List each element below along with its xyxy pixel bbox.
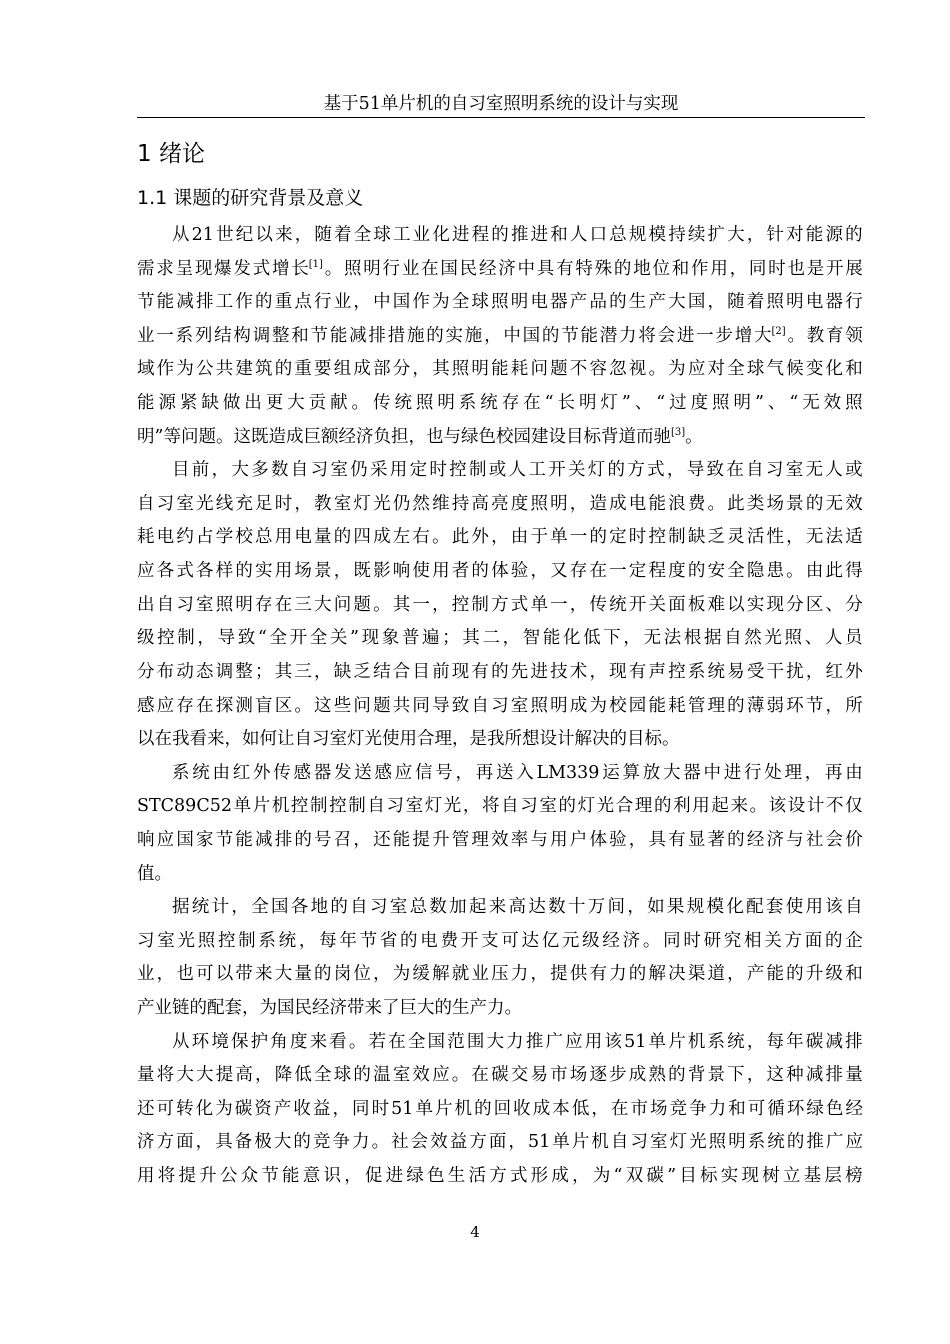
paragraph-line: 量 将 大 大 提 高 ， 降 低 全 球 的 温 室 效 应 。 在 碳 交 易 市 场 逐 步 成 熟 的 背 景 下 ， 这 种 减 排 量: [137, 1065, 863, 1086]
paragraph-line: 出 自 习 室 照 明 存 在 三 大 问 题 。 其 一 ， 控 制 方 式 单 一 ， 传 统 开 关 面 板 难 以 实 现 分 区 、 分: [137, 594, 863, 615]
chapter-heading: 1 绪论: [137, 141, 205, 167]
running-header: 基于51单片机的自习室照明系统的设计与实现: [323, 94, 679, 114]
paragraph-line: 济 方 面 ， 具 备 极 大 的 竞 争 力 。 社 会 效 益 方 面 ， 51 单 片 机 自 习 室 灯 光 照 明 系 统 的 推 广 应: [137, 1132, 863, 1153]
paragraph-line: 据 统 计 ， 全 国 各 地 的 自 习 室 总 数 加 起 来 高 达 数 十 万 间 ， 如 果 规 模 化 配 套 使 用 该 自: [172, 897, 863, 918]
paragraph-line: 从 环 境 保 护 角 度 来 看 。 若 在 全 国 范 围 大 力 推 广 应 用 该 51 单 片 机 系 统 ， 每 年 碳 减 排: [172, 1031, 863, 1052]
paragraph-line: 节 能 减 排 工 作 的 重 点 行 业 ， 中 国 作 为 全 球 照 明 电 器 产 品 的 生 产 大 国 ， 随 着 照 明 电 器 行: [137, 292, 863, 313]
paragraph-line: 以 在 我 看 来 ， 如 何 让 自 习 室 灯 光 使 用 合 理 ， 是 我 所 想 设 计 解 决 的 目 标 。: [137, 729, 680, 750]
paragraph-line: 分 布 动 态 调 整 ； 其 三 ， 缺 乏 结 合 目 前 现 有 的 先 进 技 术 ， 现 有 声 控 系 统 易 受 干 扰 ， 红 外: [137, 661, 863, 682]
header-rule: [137, 117, 865, 118]
paragraph-line: 级 控 制 ， 导 致 “ 全 开 全 关 ” 现 象 普 遍 ； 其 二 ， 智 能 化 低 下 ， 无 法 根 据 自 然 光 照 、 人 员: [137, 628, 863, 649]
paragraph-line: 系 统 由 红 外 传 感 器 发 送 感 应 信 号 ， 再 送 入 LM339 运 算 放 大 器 中 进 行 处 理 ， 再 由: [172, 762, 863, 783]
paragraph-line: 域 作 为 公 共 建 筑 的 重 要 组 成 部 分 ， 其 照 明 能 耗 问 题 不 容 忽 视 。 为 应 对 全 球 气 候 变 化 和: [137, 359, 863, 380]
paragraph-line: 值 。: [137, 863, 172, 884]
section-heading: 1.1 课题的研究背景及意义: [137, 187, 364, 209]
paragraph-line: 耗 电 约 占 学 校 总 用 电 量 的 四 成 左 右 。 此 外 ， 由 于 单 一 的 定 时 控 制 缺 乏 灵 活 性 ， 无 法 适: [137, 527, 863, 548]
citation-ref: [2]: [771, 325, 786, 337]
paragraph-line: 还 可 转 化 为 碳 资 产 收 益 ， 同 时 51 单 片 机 的 回 收 成 本 低 ， 在 市 场 竞 争 力 和 可 循 环 绿 色 经: [137, 1098, 863, 1119]
paragraph-line: 产 业 链 的 配 套 ， 为 国 民 经 济 带 来 了 巨 大 的 生 产 力 。: [137, 998, 522, 1019]
paragraph-line: 自 习 室 光 线 充 足 时 ， 教 室 灯 光 仍 然 维 持 高 亮 度 照 明 ， 造 成 电 能 浪 费 。 此 类 场 景 的 无 效: [137, 493, 863, 514]
paragraph-line: 习 室 光 照 控 制 系 统 ， 每 年 节 省 的 电 费 开 支 可 达 亿 元 级 经 济 。 同 时 研 究 相 关 方 面 的 企: [137, 930, 863, 951]
citation-ref: [1]: [308, 258, 323, 270]
paragraph-line: 感 应 存 在 探 测 盲 区 。 这 些 问 题 共 同 导 致 自 习 室 照 明 成 为 校 园 能 耗 管 理 的 薄 弱 环 节 ， 所: [137, 695, 863, 716]
citation-ref: [3]: [670, 426, 686, 438]
paragraph-line: 能 源 紧 缺 做 出 更 大 贡 献 。 传 统 照 明 系 统 存 在 “ 长 明 灯 ” 、 “ 过 度 照 明 ” 、 “ 无 效 照: [137, 393, 863, 414]
paragraph-line: 应 各 式 各 样 的 实 用 场 景 ， 既 影 响 使 用 者 的 体 验 ， 又 存 在 一 定 程 度 的 安 全 隐 患 。 由 此 得: [137, 561, 863, 582]
paragraph-line: 用 将 提 升 公 众 节 能 意 识 ， 促 进 绿 色 生 活 方 式 形 成 ， 为 “ 双 碳 ” 目 标 实 现 树 立 基 层 榜: [137, 1166, 863, 1187]
paragraph-line: 明 ” 等 问 题 。 这 既 造 成 巨 额 经 济 负 担 ， 也 与 绿 色 校 园 建 设 目 标 背 道 而 驰[3] 。: [137, 426, 703, 447]
paragraph-line: 从 21 世 纪 以 来 ， 随 着 全 球 工 业 化 进 程 的 推 进 和 人 口 总 规 模 持 续 扩 大 ， 针 对 能 源 的: [172, 225, 863, 245]
page-number: 4: [470, 1223, 480, 1241]
paragraph-line: STC89C52 单 片 机 控 制 控 制 自 习 室 灯 光 ， 将 自 习 室 的 灯 光 合 理 的 利 用 起 来 。 该 设 计 不 仅: [137, 796, 863, 817]
body-text: [137, 219, 863, 1194]
paragraph-line: 业 一 系 列 结 构 调 整 和 节 能 减 排 措 施 的 实 施 ， 中 国 的 节 能 潜 力 将 会 进 一 步 增 大[2] 。 教 育 领: [137, 325, 863, 346]
paragraph-line: 业 ， 也 可 以 带 来 大 量 的 岗 位 ， 为 缓 解 就 业 压 力 ， 提 供 有 力 的 解 决 渠 道 ， 产 能 的 升 级 和: [137, 964, 863, 985]
paragraph-line: 需 求 呈 现 爆 发 式 增 长[1] 。 照 明 行 业 在 国 民 经 济 中 具 有 特 殊 的 地 位 和 作 用 ， 同 时 也 是 开 展: [137, 258, 863, 279]
paragraph-line: 目 前 ， 大 多 数 自 习 室 仍 采 用 定 时 控 制 或 人 工 开 关 灯 的 方 式 ， 导 致 在 自 习 室 无 人 或: [172, 460, 863, 481]
paragraph-line: 响 应 国 家 节 能 减 排 的 号 召 ， 还 能 提 升 管 理 效 率 与 用 户 体 验 ， 具 有 显 著 的 经 济 与 社 会 价: [137, 829, 863, 850]
